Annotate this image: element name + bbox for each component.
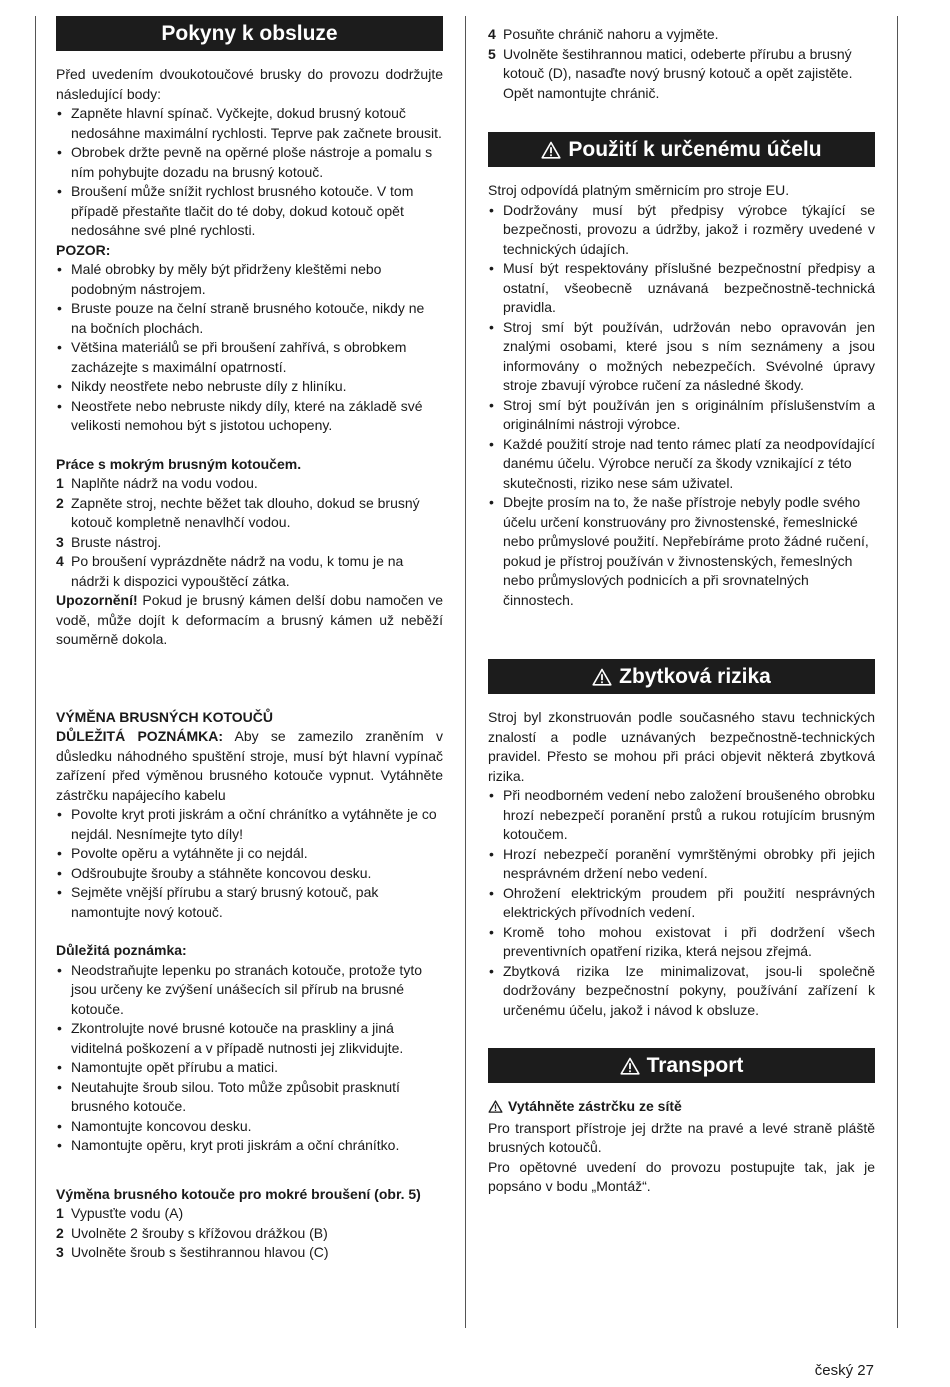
step-item [488,25,875,45]
transport-title: Transport [646,1054,744,1077]
list-item: • Obrobek držte pevně na opěrné ploše nástroje a pomalu s ním pohybujte dozadu na brusný kotouč. [56,143,443,182]
important-note-label: DŮLEŽITÁ POZNÁMKA: [56,728,224,744]
wet-wheel-heading: Práce s mokrým brusným kotoučem. [56,455,302,472]
list-item: • Neutahujte šroub silou. Toto může způsobit prasknutí brusného kotouče. [56,1078,443,1117]
step-item [56,1224,443,1244]
step-text: Posuňte chránič nahoru a vyjměte. [503,26,719,42]
list-item: • Neostřete nebo nebruste nikdy díly, které na základě své velikosti nemohou být s jistotou uchopeny. [56,397,443,436]
residual-risks-header [488,659,875,694]
step-number: 3 [56,533,64,550]
step-text: Vypusťte vodu (A) [71,1205,184,1221]
warning-triangle-icon [488,1099,503,1119]
replace-wheels-heading: VÝMĚNA BRUSNÝCH KOTOUČŮ [56,708,274,725]
list-item: • Zkontrolujte nové brusné kotouče na praskliny a jiná viditelná poškození a v případě nutnosti jej zlikvidujte. [56,1019,443,1058]
step-text: Naplňte nádrž na vodu vodou. [71,475,258,491]
list-item: • Stroj smí být používán jen s originálním příslušenstvím a originálními nástroji výrobce. [488,396,875,435]
warning-triangle-icon [541,135,561,170]
step-item [56,552,443,591]
list-item: • Odšroubujte šrouby a stáhněte koncovou desku. [56,864,443,884]
step-item [56,1204,443,1224]
list-item: • Nikdy neostřete nebo nebruste díly z hliníku. [56,377,443,397]
pozor-label: POZOR: [56,241,111,258]
warning-triangle-icon [620,1051,640,1086]
list-item: • Hrozí nebezpečí poranění vymrštěnými obrobky při jejich nesprávném držení nebo vedení. [488,845,875,884]
intended-use-header [488,132,875,167]
step-number: 4 [488,26,496,42]
step-text: Zapněte stroj, nechte běžet tak dlouho, dokud se brusný kotouč kompletně nenavlhčí vodou. [71,494,420,530]
step-number: 4 [56,553,64,569]
step-text: Bruste nástroj. [71,533,162,550]
step-text: Uvolněte šroub s šestihrannou hlavou (C) [71,1244,329,1260]
transport-paragraph-2: Pro opětovné uvedení do provozu postupujte tak, jak je popsáno v bodu „Montáž“. [488,1158,875,1194]
list-item: • Neodstraňujte lepenku po stranách kotouče, protože tyto jsou určeny ke zvýšení unášecích sil přírub na brusné kotouče. [56,961,443,1020]
transport-paragraph-1: Pro transport přístroje jej držte na pravé a levé straně pláště brusných kotoučů. [488,1119,875,1155]
step-item [56,533,443,553]
center-divider-line [465,16,466,1328]
note-list [56,961,443,1156]
list-item: • Většina materiálů se při broušení zahřívá, s obrobkem zacházejte s maximální opatrností. [56,338,443,377]
warning-triangle-icon [592,662,612,697]
list-item: • Dbejte prosím na to, že naše přístroje nebyly podle svého účelu určení konstruovány pro živnostenské, řemeslnické nebo průmyslové použití. Nepřebíráme proto žádné ručení, pokud je přístroj používán v živnostenských, řemeslných nebo průmyslových podnicích a při srovnatelných činnostech. [488,493,875,610]
step-text: Po broušení vyprázdněte nádrž na vodu, k tomu je na nádrži k dispozici vypouštěcí zátka. [71,553,404,589]
list-item: • Broušení může snížit rychlost brusného kotouče. V tom případě přestaňte tlačit do té doby, dokud kotouč opět nedosáhne své plné rychlosti. [56,182,443,241]
step-number: 1 [56,1205,64,1221]
residual-risks-list [488,786,875,1020]
residual-risks-title: Zbytková rizika [619,665,771,688]
warning-label: Upozornění! [56,592,138,608]
left-margin-line [35,16,36,1328]
list-item: • Povolte kryt proti jiskrám a oční chránítko a vytáhněte je co nejdál. Nesnímejte tyto díly! [56,805,443,844]
continued-steps [488,25,875,103]
intended-use-list [488,201,875,611]
list-item: • Ohrožení elektrickým proudem při použití nesprávných elektrických přívodních vedení. [488,884,875,923]
step-number: 3 [56,1244,64,1260]
right-column [488,25,875,103]
list-item: • Musí být respektovány příslušné bezpečnostní předpisy a ostatní, všeobecně uznávaná bezpečnostně-technická pravidla. [488,259,875,318]
list-item: • Sejměte vnější přírubu a starý brusný kotouč, pak namontujte nový kotouč. [56,883,443,922]
step-number: 2 [56,1224,64,1241]
residual-risks-intro: Stroj byl zkonstruován podle současného stavu technických znalostí a podle uznávaných bezpečnostně-technických pravidel. Přesto se mohou při práci objevit některá zbytková rizika. [488,709,875,784]
list-item: • Zbytková rizika lze minimalizovat, jsou-li společně dodržovány bezpečnostní pokyny, používání zařízení k určenému účelu, jakož i návod k obsluze. [488,962,875,1021]
unplug-heading [488,1097,875,1119]
intro-paragraph: Před uvedením dvoukotoučové brusky do provozu dodržujte následující body: [56,66,443,102]
residual-risks-section [488,659,875,1020]
page-number: český 27 [814,1362,874,1379]
left-column [56,16,443,1263]
list-item: • Kromě toho mohou existovat i při dodržení všech preventivních opatření rizika, která nejsou zřejmá. [488,923,875,962]
intended-use-title: Použití k určenému účelu [568,138,822,161]
operation-section-title: Pokyny k obsluze [161,22,338,45]
step-number: 1 [56,475,64,491]
list-item: • Stroj smí být používán, udržován nebo opravován jen znalými osobami, které jsou s ním seznámeny a jsou informovány o možných nebezpečích. Svévolné úpravy stroje zbavují výrobce ručení za následné škody. [488,318,875,396]
note-heading: Důležitá poznámka: [56,942,187,958]
transport-section [488,1048,875,1197]
step-text: Uvolněte šestihrannou matici, odeberte přírubu a brusný kotouč (D), nasaďte nový brusný kotouč a opět zajistěte. Opět namontujte chránič. [503,45,853,101]
right-margin-line [897,16,898,1328]
transport-header [488,1048,875,1083]
intended-use-section [488,132,875,610]
wet-wheel-swap-steps [56,1204,443,1263]
list-item: • Namontujte koncovou desku. [56,1117,443,1137]
wet-wheel-steps [56,474,443,591]
list-item: • Každé použití stroje nad tento rámec platí za neodpovídající danému účelu. Výrobce neručí za škody vznikající z této skutečnosti, riziko nese sám uživatel. [488,435,875,494]
step-number: 2 [56,494,64,511]
step-number: 5 [488,45,496,62]
wet-wheel-swap-heading: Výměna brusného kotouče pro mokré broušení (obr. 5) [56,1185,421,1202]
step-item [56,494,443,533]
important-note-text: Aby se zamezilo zraněním v důsledku náhodného spuštění stroje, musí být hlavní vypínač zařízení před výměnou brusného kotouče vypnut. Vytáhněte zástrčku napájecího kabelu [56,728,443,803]
unplug-label: Vytáhněte zástrčku ze sítě [508,1098,682,1114]
operation-section-header [56,16,443,51]
list-item: • Zapněte hlavní spínač. Vyčkejte, dokud brusný kotouč nedosáhne maximální rychlosti. Teprve pak začnete brousit. [56,104,443,143]
list-item: • Bruste pouze na čelní straně brusného kotouče, nikdy ne na bočních plochách. [56,299,443,338]
step-text: Uvolněte 2 šrouby s křížovou drážkou (B) [71,1224,328,1241]
pozor-list [56,260,443,436]
list-item: • Povolte opěru a vytáhněte ji co nejdál. [56,844,443,864]
intro-list [56,104,443,241]
replace-list [56,805,443,922]
warning-paragraph [56,591,443,650]
list-item: • Namontujte opěru, kryt proti jiskrám a oční chránítko. [56,1136,443,1156]
list-item: • Malé obrobky by měly být přidrženy kleštěmi nebo podobným nástrojem. [56,260,443,299]
intended-use-intro: Stroj odpovídá platným směrnicím pro stroje EU. [488,182,790,198]
list-item: • Dodržovány musí být předpisy výrobce týkající se bezpečnosti, provozu a údržby, jakož i rozměry uvedené v technických údajích. [488,201,875,260]
list-item: • Při neodborném vedení nebo založení broušeného obrobku hrozí nebezpečí poranění prstů a rukou rotujícím brusným kotoučem. [488,786,875,845]
warning-text: Pokud je brusný kámen delší dobu namočen ve vodě, může dojít k deformacím a brusný kámen už neběží souměrně dokola. [56,592,443,647]
important-note-paragraph [56,727,443,805]
step-item [56,1243,443,1263]
list-item: • Namontujte opět přírubu a matici. [56,1058,443,1078]
step-item [56,474,443,494]
step-item [488,45,875,104]
